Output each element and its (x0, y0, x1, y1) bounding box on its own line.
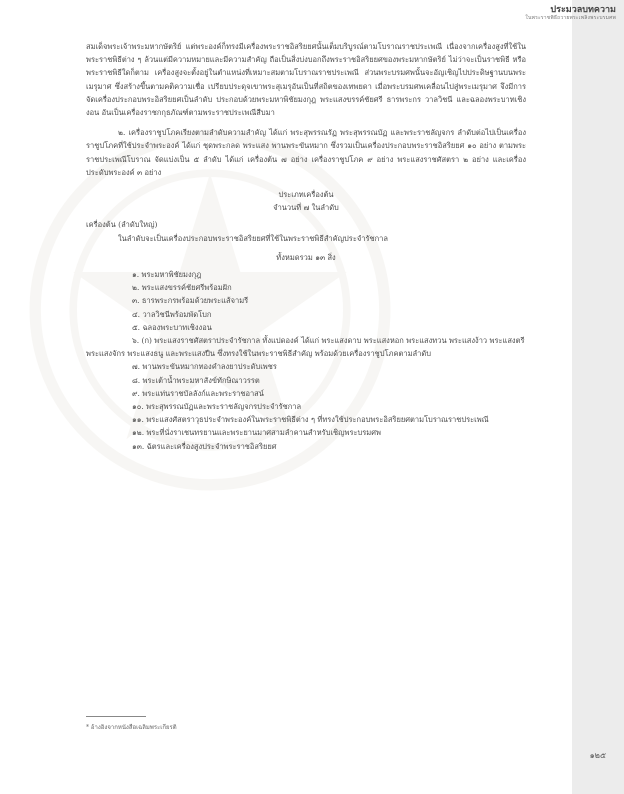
list-item: ๗. พานพระขันหมากทองคำลงยาประดับเพชร (132, 362, 277, 372)
list-item: ๙. พระแท่นราชบัลลังก์และพระราชอาสน์ (132, 388, 264, 398)
list-item: ๑๐. พระสุพรรณบัฏและพระราชลัญจกรประจำรัชกาล (132, 402, 302, 412)
list-item: ๒. พระแสงขรรค์ชัยศรีพร้อมฝัก (132, 283, 232, 293)
running-header (525, 6, 616, 21)
list-item: ๓. ธารพระกรพร้อมด้วยพระแส้จามรี (132, 296, 249, 306)
list-item: ๖. (ก) พระแสงราชศัสตราประจำรัชกาล ทั้งแปดองค์ ได้แก่ พระแสงดาบ พระแสงหอก พระแสงทวน พระแสงง้าว พระแสงตรี พระแสงจักร พระแสงธนู และพระแสงปืน ซึ่งทรงใช้ในพระราชพิธีสำคัญ พร้อมด้วยเครื่องราชูปโภคตามลำดับ (86, 336, 525, 359)
list-item: ๑๓. ฉัตรและเครื่องสูงประจำพระราชอิสริยยศ (132, 441, 277, 451)
list-heading: ทั้งหมดรวม ๑๓ สิ่ง (276, 252, 336, 262)
right-margin-band (572, 0, 624, 794)
footnote: * อ้างอิงจากหนังสือเฉลิมพระเกียรติ (86, 724, 177, 731)
page-number: ๑๒๕ (589, 751, 606, 760)
group-label: เครื่องต้น (ลำดับใหญ่) (86, 220, 158, 230)
list-item: ๕. ฉลองพระบาทเชิงงอน (132, 322, 212, 332)
header-title: ประมวลบทความ (550, 5, 616, 15)
section-title: ประเภทเครื่องต้น (278, 190, 334, 200)
list-item: ๔. วาลวิชนีพร้อมพัดโบก (132, 309, 212, 319)
list-item: ๑๒. พระที่นั่งราเชนทรยานและพระยานมาศสามลำคานสำหรับเชิญพระบรมศพ (132, 428, 381, 438)
header-subtitle: ในพระราชพิธีถวายพระเพลิงพระบรมศพ (525, 14, 616, 21)
list-item: ๘. พระเต้าน้ำพระมหาสังข์ทักษิณาวรรต (132, 375, 260, 385)
list-item: ๑๑. พระแสงศัสตราวุธประจำพระองค์ในพระราชพิธีต่าง ๆ ที่ทรงใช้ประกอบพระอิสริยยศตามโบราณราชประเพณี (132, 415, 489, 425)
group-description: ในลำดับจะเป็นเครื่องประกอบพระราชอิสริยยศที่ใช้ในพระราชพิธีสำคัญประจำรัชกาล (118, 233, 388, 243)
section-subtitle: จำนวนที่ ๗ ในลำดับ (273, 203, 339, 213)
document-body (86, 40, 526, 453)
footnote-divider (86, 716, 146, 717)
list-item: ๑. พระมหาพิชัยมงกุฎ (132, 270, 202, 280)
paragraph-2: ๒. เครื่องราชูปโภคเรียงตามลำดับความสำคัญ ได้แก่ พระสุพรรณรัฏ พระสุพรรณบัฏ และพระราชลัญจกร ลำดับต่อไปเป็นเครื่องราชูปโภคที่ใช้ประจำพระองค์ ได้แก่ ชุดพระกลด พระแสง พานพระขันหมาก ซึ่งรวมเป็นเครื่องประกอบพระราชอิสริยยศ ๑๐ อย่าง ตามพระราชประเพณีโบราณ จัดแบ่งเป็น ๕ ลำดับ ได้แก่ เครื่องต้น ๗ อย่าง เครื่องราชูปโภค ๙ อย่าง พระแสงราชศัสตรา ๒ อย่าง และเครื่องประดับพระองค์ ๓ อย่าง (86, 128, 526, 177)
intro-paragraph: สมเด็จพระเจ้าพระมหากษัตริย์ แต่พระองค์ก็ทรงมีเครื่องพระราชอิสริยยศนั้นเต็มบริบูรณ์ตามโบราณราชประเพณี เนื่องจากเครื่องสูงที่ใช้ในพระราชพิธีต่าง ๆ ล้วนแต่มีความหมายและมีความสำคัญ ถือเป็นสิ่งบ่งบอกถึงพระราชอิสริยยศของพระมหากษัตริย์ ไม่ว่าจะเป็นราชพิธี หรือพระราชพิธีใดก็ตาม เครื่องสูงจะตั้งอยู่ในตำแหน่งที่เหมาะสมตามโบราณราชประเพณี ส่วนพระบรมศพนั้นจะอัญเชิญไปประดิษฐานบนพระเมรุมาศ ซึ่งสร้างขึ้นตามคติความเชื่อ เปรียบประดุจเขาพระสุเมรุอันเป็นที่สถิตของเทพยดา เมื่อพระบรมศพเคลื่อนไปสู่พระเมรุมาศ จึงมีการจัดเครื่องประกอบพระอิสริยยศเป็นลำดับ ประกอบด้วยพระมหาพิชัยมงกุฎ พระแสงขรรค์ชัยศรี ธารพระกร วาลวิชนี และฉลองพระบาทเชิงงอน อันเป็นเครื่องราชกกุธภัณฑ์ตามพระราชประเพณีสืบมา (86, 42, 526, 118)
